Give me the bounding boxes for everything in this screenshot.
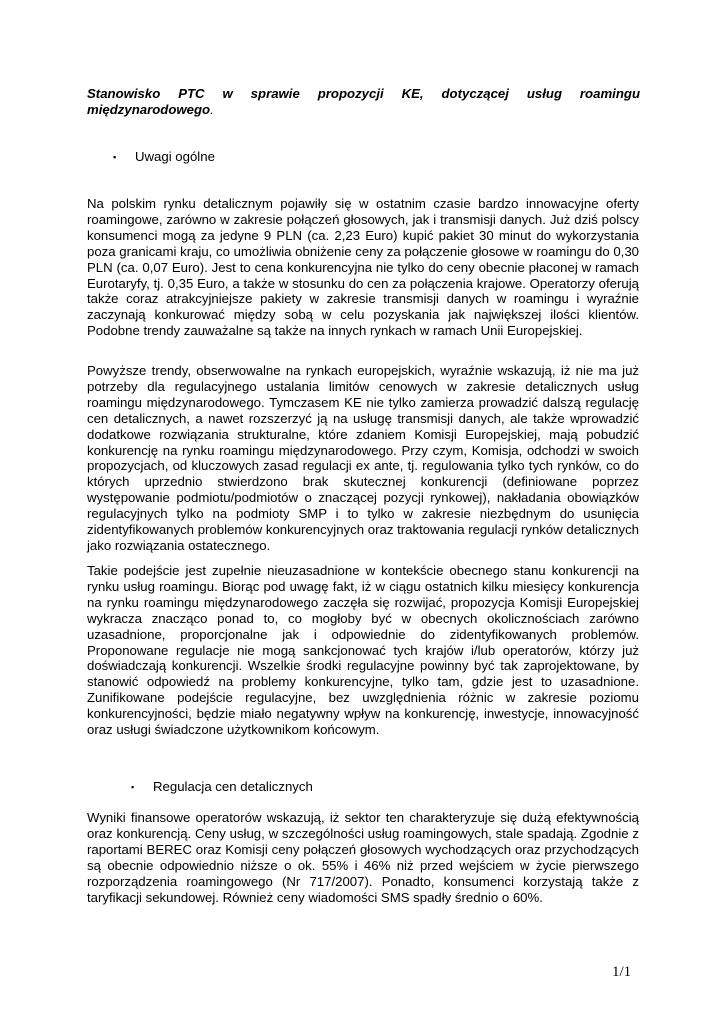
- square-bullet-icon: ▪: [113, 152, 117, 162]
- title-period: .: [210, 102, 214, 117]
- title-text: Stanowisko PTC w sprawie propozycji KE, dotyczącej usług roamingu międzynarodowego: [87, 86, 640, 117]
- square-bullet-icon: ▪: [131, 782, 135, 792]
- document-title: [87, 86, 640, 118]
- paragraph: Wyniki finansowe operatorów wskazują, iż sektor ten charakteryzuje się dużą efektywnością oraz konkurencją. Ceny usług, w szczególności usług roamingowych, stale spadają. Zgodnie z raportami BEREC oraz Komisji ceny połączeń głosowych wychodzących oraz przychodzących są obecnie odpowiednio niższe o ok. 55% i 46% niż przed wejściem w życie pierwszego rozporządzenia roamingowego (Nr 717/2007). Ponadto, konsumenci korzystają także z taryfikacji sekundowej. Również ceny wiadomości SMS spadły średnio o 60%.: [87, 810, 639, 905]
- section-heading-text: Regulacja cen detalicznych: [153, 779, 313, 794]
- paragraph: Takie podejście jest zupełnie nieuzasadnione w kontekście obecnego stanu konkurencji na rynku usług roamingu. Biorąc pod uwagę fakt, iż w ciągu ostatnich kilku miesięcy konkurencja na rynku roamingu międzynarodowego zaczęła się rozwijać, propozycja Komisji Europejskiej wykracza znacząco ponad to, co mogłoby być w obecnych okolicznościach zarówno uzasadnione, proporcjonalne jak i odpowiednie do zidentyfikowanych problemów. Proponowane regulacje nie mogą sankcjonować tych krajów i/lub operatorów, którzy już doświadczają konkurencji. Wszelkie środki regulacyjne powinny być tak zaprojektowane, by stanowić odpowiedź na problemy konkurencyjne, tylko tam, gdzie jest to uzasadnione. Zunifikowane podejście regulacyjne, bez uwzględnienia różnic w zakresie poziomu konkurencyjności, będzie miało negatywny wpływ na konkurencję, inwestycje, innowacyjność oraz usługi świadczone użytkownikom końcowym.: [87, 563, 639, 738]
- section-heading-text: Uwagi ogólne: [135, 149, 215, 164]
- paragraph: Na polskim rynku detalicznym pojawiły się w ostatnim czasie bardzo innowacyjne oferty roamingowe, zarówno w zakresie połączeń głosowych, jak i transmisji danych. Już dziś polscy konsumenci mogą za jedyne 9 PLN (ca. 2,23 Euro) kupić pakiet 30 minut do wykorzystania poza granicami kraju, co umożliwia obniżenie ceny za połączenie głosowe w roamingu do 0,30 PLN (ca. 0,07 Euro). Jest to cena konkurencyjna nie tylko do ceny obecnie płaconej w ramach Eurotaryfy, tj. 0,35 Euro, a także w stosunku do cen za połączenia krajowe. Operatorzy oferują także coraz atrakcyjniejsze pakiety w zakresie transmisji danych w roamingu i wyraźnie zaczynają konkurować między sobą w celu pozyskania jak największej ilości klientów. Podobne trendy zauważalne są także na innych rynkach w ramach Unii Europejskiej.: [87, 196, 639, 339]
- page-number: 1/1: [612, 964, 632, 980]
- paragraph: Powyższe trendy, obserwowalne na rynkach europejskich, wyraźnie wskazują, iż nie ma już potrzeby dla regulacyjnego ustalania limitów cenowych w zakresie detalicznych usług roamingu międzynarodowego. Tymczasem KE nie tylko zamierza prowadzić dalszą regulację cen detalicznych, a nawet rozszerzyć ją na usługę transmisji danych, ale także wprowadzić dodatkowe rozwiązania strukturalne, które zdaniem Komisji Europejskiej, mają pobudzić konkurencję na rynku roamingu międzynarodowego. Przy czym, Komisja, odchodzi w swoich propozycjach, od kluczowych zasad regulacji ex ante, tj. regulowania tylko tych rynków, co do których uprzednio stwierdzono brak skutecznej konkurencji (definiowane poprzez występowanie podmiotu/podmiotów o znaczącej pozycji rynkowej), nakładania obowiązków regulacyjnych tylko na podmioty SMP i to tylko w zakresie niezbędnym do usunięcia zidentyfikowanych problemów konkurencyjnych oraz traktowania regulacji rynków detalicznych jako rozwiązania ostatecznego.: [87, 363, 639, 553]
